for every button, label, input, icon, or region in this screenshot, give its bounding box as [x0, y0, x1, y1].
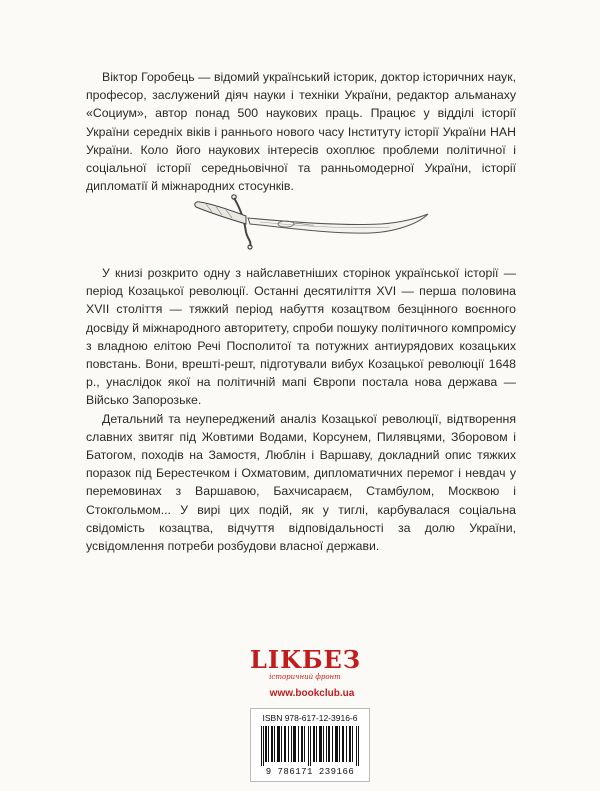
description-paragraph: У книзі розкрито одну з найславетніших сторінок української історії — період Козацької революції. Останні десятиліття XVI — перша половина XVII століття — тяжкий період набуття козацтвом безцінного воєнного досвіду й міжнародного авторитету, спроби пошуку політичного компромісу з владною елітою Речі Посполитої та потужних антиурядових козацьких повстань. Вони, врешті-решт, підготували вибух Козацької революції 1648 р., унаслідок якої на політичній мапі Європи постала нова держава — Військо Запорозьке. [86, 266, 516, 408]
publisher-logo [250, 645, 362, 681]
barcode [261, 726, 361, 766]
saber-illustration [190, 188, 430, 252]
logo-word: LIKБЕЗ [250, 645, 362, 674]
book-description [86, 264, 516, 555]
barcode-block [250, 708, 370, 782]
description-paragraph: Детальний та неупереджений аналіз Козацької революції, відтворення славних звитяг під Жовтими Водами, Корсунем, Пилявцями, Зборовом і Батогом, походів на Замостя, Люблін і Варшаву, докладний опис тяжких поразок під Берестечком і Охматовим, дипломатичних перемог і невдач у перемовинах з Варшавою, Бахчисараєм, Стамбулом, Москвою і Стокгольмом... У вирі цих подій, як у тиглі, карбувалася соціальна свідомість козацтва, відчуття відповідальності за долю України, усвідомлення потреби розбудови власної держави. [86, 411, 516, 554]
logo-tagline: історичний фронт [269, 673, 341, 681]
isbn-label: ISBN 978-617-12-3916-6 [262, 713, 358, 723]
author-bio: Віктор Горобець — відомий український історик, доктор історичних наук, професор, заслужений діяч науки і техніки України, редактор альманаху «Социум», автор понад 500 наукових праць. Працює у відділі історії України середніх віків і раннього нового часу Інституту історії України НАН України. Коло його наукових інтересів охоплює проблеми політичної і соціальної історії середньовічної та ранньомодерної України, історії дипломатії й міжнародних стосунків. [86, 70, 516, 194]
barcode-digits: 9 786171 239166 [265, 767, 355, 777]
publisher-website[interactable]: www.bookclub.ua [269, 688, 355, 699]
